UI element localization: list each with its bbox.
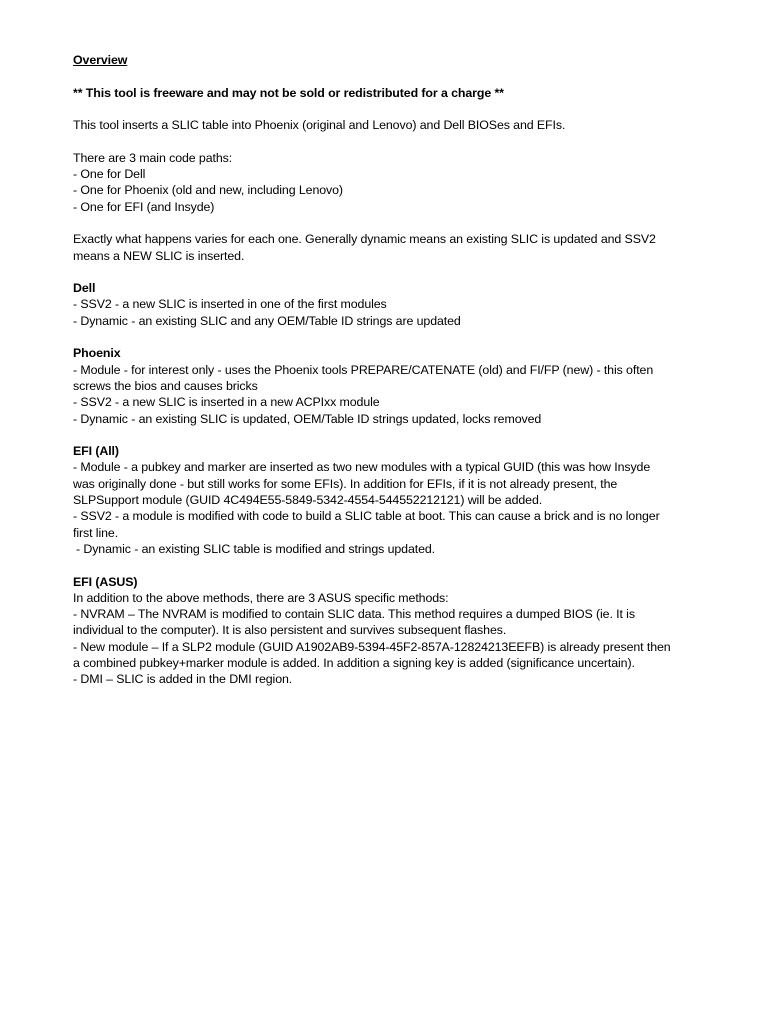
dell-heading: Dell [73, 281, 96, 296]
list-item-continuation: screws the bios and causes bricks [73, 378, 258, 393]
list-item: - Dynamic - an existing SLIC table is modified and strings updated. [76, 541, 436, 556]
list-item-continuation: was originally done - but still works for some EFIs). In addition for EFIs, if it is not already present, the [73, 476, 618, 491]
intro-paragraph: This tool inserts a SLIC table into Phoenix (original and Lenovo) and Dell BIOSes and EFIs. [73, 118, 566, 133]
list-item: - One for Dell [73, 167, 146, 182]
freeware-notice: ** This tool is freeware and may not be sold or redistributed for a charge ** [73, 85, 504, 100]
phoenix-heading: Phoenix [73, 346, 121, 361]
list-item: - Dynamic - an existing SLIC and any OEM/Table ID strings are updated [73, 313, 461, 328]
list-item: - NVRAM – The NVRAM is modified to contain SLIC data. This method requires a dumped BIOS (ie. It is [73, 607, 635, 622]
list-item: - DMI – SLIC is added in the DMI region. [73, 672, 293, 687]
list-item: - SSV2 - a new SLIC is inserted in one of the first modules [73, 297, 387, 312]
list-item: - SSV2 - a new SLIC is inserted in a new ACPIxx module [73, 395, 380, 410]
efi-asus-intro: In addition to the above methods, there are 3 ASUS specific methods: [73, 590, 449, 605]
list-item: - One for EFI (and Insyde) [73, 199, 215, 214]
dynamic-note-line: Exactly what happens varies for each one. Generally dynamic means an existing SLIC is updated and SSV2 [73, 232, 656, 247]
list-item: - Module - for interest only - uses the Phoenix tools PREPARE/CATENATE (old) and FI/FP (new) - this often [73, 362, 654, 377]
list-item-continuation: SLPSupport module (GUID 4C494E55-5849-5342-4554-544552212121) will be added. [73, 493, 543, 508]
efi-asus-heading: EFI (ASUS) [73, 574, 138, 589]
list-item-continuation: first line. [73, 525, 119, 540]
list-item: - Dynamic - an existing SLIC is updated, OEM/Table ID strings updated, locks removed [73, 411, 542, 426]
document-body [73, 52, 703, 688]
list-item: - One for Phoenix (old and new, including Lenovo) [73, 183, 343, 198]
dynamic-note-line: means a NEW SLIC is inserted. [73, 248, 245, 263]
list-item-continuation: a combined pubkey+marker module is added. In addition a signing key is added (significance uncertain). [73, 655, 635, 670]
code-paths-intro: There are 3 main code paths: [73, 150, 233, 165]
efi-all-heading: EFI (All) [73, 444, 119, 459]
list-item: - SSV2 - a module is modified with code to build a SLIC table at boot. This can cause a brick and is no longer [73, 509, 660, 524]
overview-heading: Overview [73, 53, 128, 67]
list-item: - New module – If a SLP2 module (GUID A1902AB9-5394-45F2-857A-12824213EEFB) is already present then [73, 639, 671, 654]
list-item-continuation: individual to the computer). It is also persistent and survives subsequent flashes. [73, 623, 507, 638]
list-item: - Module - a pubkey and marker are inserted as two new modules with a typical GUID (this was how Insyde [73, 460, 651, 475]
